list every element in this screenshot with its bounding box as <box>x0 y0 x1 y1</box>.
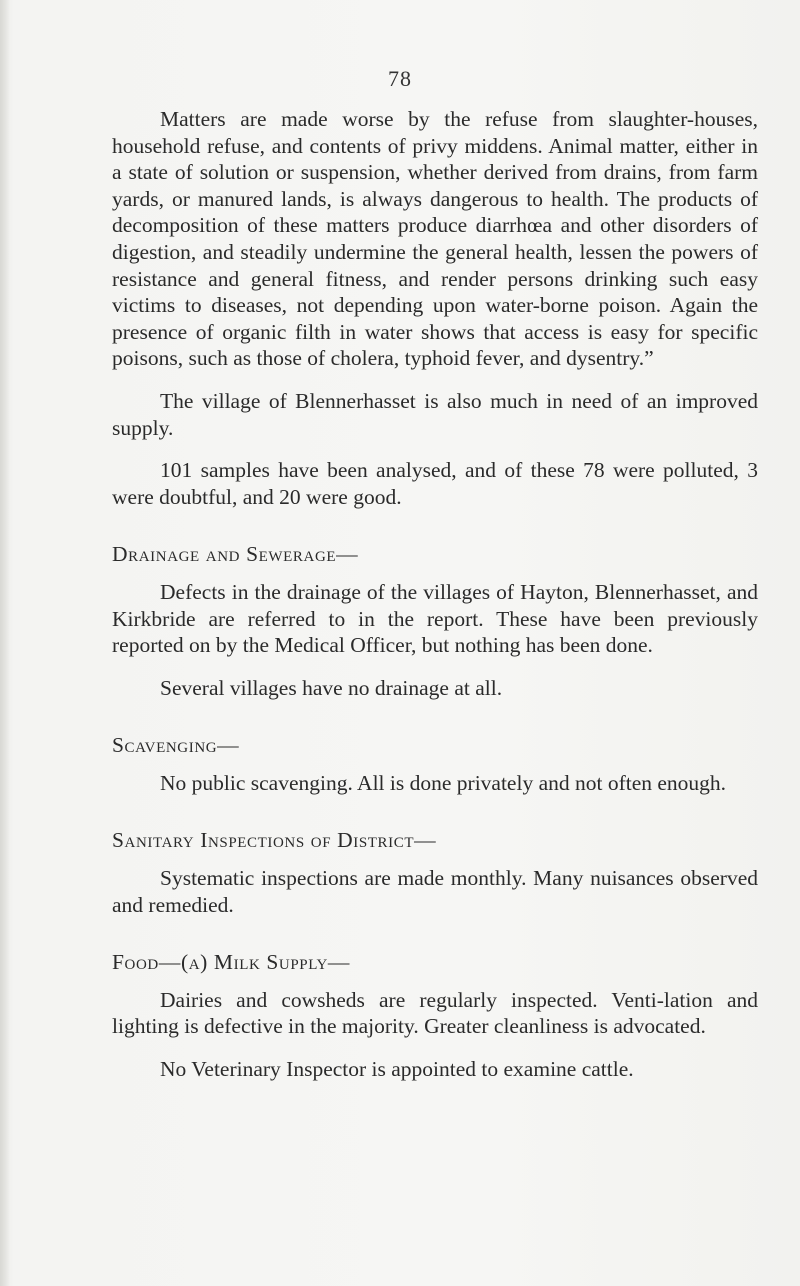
heading-scavenging: Scavenging— <box>112 733 240 758</box>
paragraph-drainage-defects: Defects in the drainage of the villages of Hayton, Blennerhasset, and Kirkbride are referred to in the report. These have been previously reported on by the Medical Officer, but nothing has been done. <box>112 579 758 658</box>
paragraph-veterinary: No Veterinary Inspector is appointed to examine cattle. <box>160 1057 634 1082</box>
paragraph-scavenging: No public scavenging. All is done privately and not often enough. <box>160 770 727 795</box>
paragraph-dairies: Dairies and cowsheds are regularly inspected. Venti-lation and lighting is defective in the majority. Greater cleanliness is advocated. <box>112 987 758 1039</box>
paragraph-inspections: Systematic inspections are made monthly. Many nuisances observed and remedied. <box>112 866 758 917</box>
paragraph-refuse-matters: Matters are made worse by the refuse from slaughter-houses, household refuse, and contents of privy middens. Animal matter, either in a state of solution or suspension, whether derived from drains, from farm yards, or manured lands, is always dangerous to health. The products of decomposition of these matters produce diarrhœa and other disorders of digestion, and steadily undermine the general health, lessen the powers of resistance and general fitness, and render persons drinking such easy victims to diseases, not depending upon water-borne poison. Again the presence of organic filth in water shows that access is easy for specific poisons, such as those of cholera, typhoid fever, and dysentry.” <box>112 107 758 371</box>
heading-food-milk-supply: Food—(a) Milk Supply— <box>112 950 351 975</box>
heading-sanitary-inspections: Sanitary Inspections of District— <box>112 828 437 853</box>
paragraph-no-drainage: Several villages have no drainage at all. <box>160 675 503 700</box>
page-spine-shadow <box>0 0 10 1286</box>
page-number: 78 <box>388 66 412 91</box>
page-body <box>112 106 758 1083</box>
paragraph-blennerhasset-supply: The village of Blennerhasset is also much in need of an improved supply. <box>112 388 758 440</box>
paragraph-samples-analysed: 101 samples have been analysed, and of these 78 were polluted, 3 were doubtful, and 20 were good. <box>112 458 758 509</box>
heading-drainage-sewerage: Drainage and Sewerage— <box>112 542 359 567</box>
